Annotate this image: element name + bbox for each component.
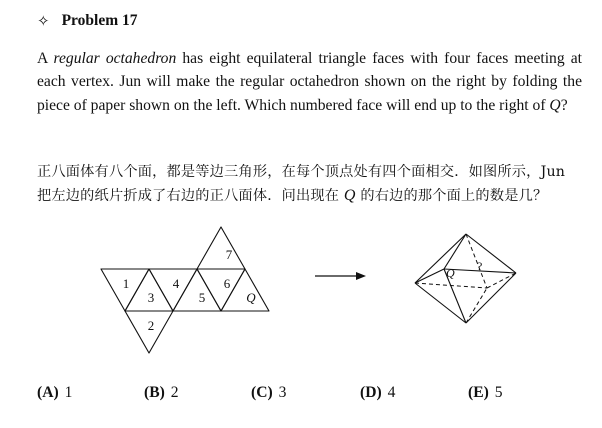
right-arrow-icon (315, 272, 366, 280)
net-label: 3 (147, 290, 155, 305)
net-label-q: Q (246, 290, 256, 305)
q-label: Q (549, 96, 561, 114)
net-label: 7 (225, 247, 233, 262)
octahedron-labels (446, 259, 482, 280)
octahedron-label-unknown: ? (477, 259, 483, 273)
octahedron-figure (415, 234, 516, 323)
choice-c[interactable]: (C) 3 (251, 384, 287, 401)
choice-e[interactable]: (E) 5 (468, 384, 503, 401)
net-label: 2 (147, 318, 155, 333)
net-label: 1 (122, 276, 130, 291)
problem-text-english: A regular octahedron has eight equilateral triangle faces with four faces meeting at each vertex. Jun will make the regular octahedron shown on the right by folding the piece of paper shown on the left. Which numbered face will end up to the right of Q? (37, 50, 582, 114)
q-label-zh: Q (343, 187, 356, 204)
problem-title: Problem 17 (61, 12, 138, 29)
term-regular-octahedron: regular octahedron (53, 50, 177, 67)
net-face-7 (197, 227, 245, 269)
net-labels (123, 247, 257, 333)
net-label: 6 (223, 276, 231, 291)
four-point-star-icon: ✧ (37, 12, 50, 30)
choice-d[interactable]: (D) 4 (360, 384, 396, 401)
net-label: 5 (198, 290, 206, 305)
octahedron-label-q: Q (446, 266, 455, 280)
net-label: 4 (172, 276, 180, 291)
problem-text-chinese: 正八面体有八个面，都是等边三角形，在每个顶点处有四个面相交．如图所示，Jun 把左边的纸片折成了右边的正八面体．问出现在 Q 的右边的那个面上的数是几？ (37, 164, 566, 204)
net-face-5 (173, 269, 221, 311)
choice-b[interactable]: (B) 2 (144, 384, 179, 401)
choice-a[interactable]: (A) 1 (37, 384, 73, 401)
